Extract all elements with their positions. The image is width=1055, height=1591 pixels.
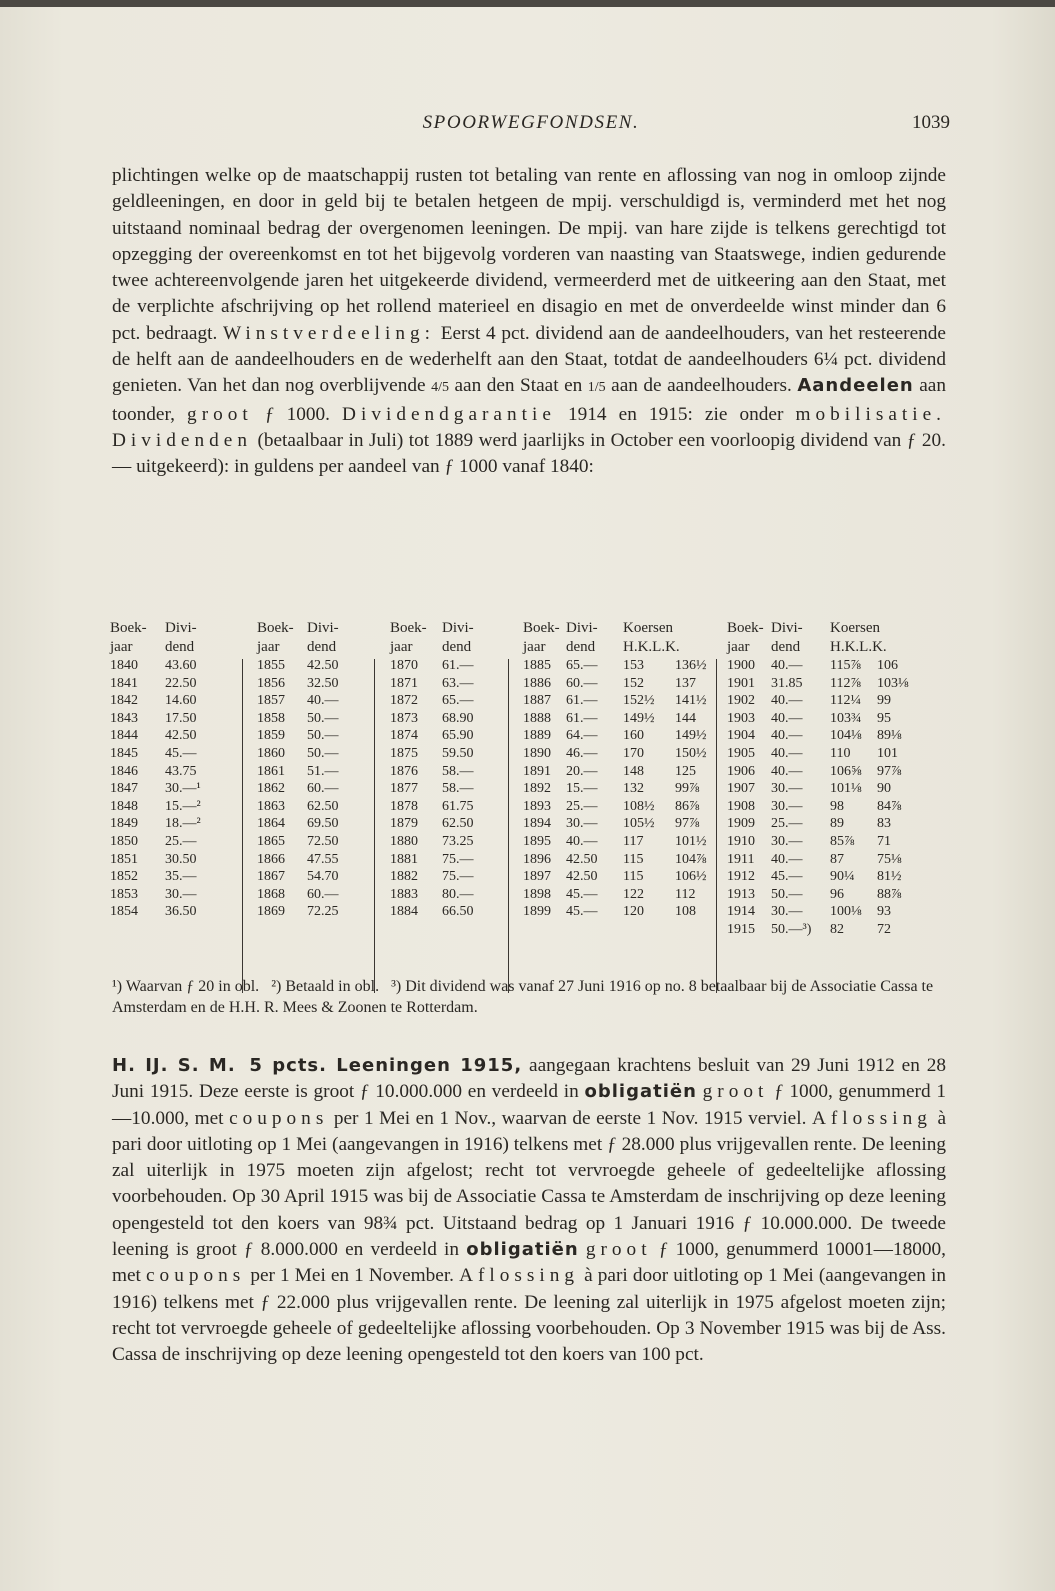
paragraph-intro	[112, 163, 946, 481]
table-cell: 1868	[257, 886, 285, 902]
table-cell: 1850	[110, 833, 138, 849]
table-cell: 98	[830, 798, 844, 814]
table-cell: 112¼	[830, 693, 861, 709]
table-cell: 141½	[675, 693, 707, 709]
table-cell: 40.—	[771, 728, 803, 744]
table-cell: 97⅞	[877, 763, 902, 779]
table-cell: 103⅛	[877, 675, 909, 691]
table-cell: 1865	[257, 833, 285, 849]
table-cell: 46.—	[566, 745, 598, 761]
table-cell: 72	[877, 921, 891, 937]
table-header-cell: Koersen H.K.L.K.	[830, 620, 887, 655]
footnote-3: ³) Dit dividend was vanaf 27 Juni 1916 op no. 8 betaalbaar bij de Associatie Cassa te Amsterdam en de H.H. R. Mees & Zoonen te Rotterdam.	[112, 978, 934, 1016]
table-header-cell: Boek- jaar	[390, 620, 427, 655]
table-cell: 51.—	[307, 763, 339, 779]
text-run: aan den Staat en	[454, 375, 583, 397]
table-cell: 137	[675, 675, 696, 691]
text-run: per 1 Mei en 1 Nov., waarvan de eerste 1 Nov. 1915 verviel.	[333, 1107, 807, 1129]
table-cell: 152½	[623, 693, 655, 709]
table-cell: 1843	[110, 710, 138, 726]
table-cell: 1881	[390, 851, 418, 867]
column-divider	[508, 659, 509, 993]
text-run: ƒ 1000, genummerd 1—10.000, met	[112, 1081, 946, 1129]
text-run: Eerst 4 pct. dividend aan de aandeelhouders, van het resteerende de helft aan de aandeelhouders en de wederhelft aan den Staat, totdat de aandeelhouders 6¼ pct. dividend genieten. Van het dan nog overblijvende	[112, 322, 946, 397]
table-cell: 1908	[727, 798, 755, 814]
table-cell: 149½	[675, 728, 707, 744]
table-cell: 1890	[523, 745, 551, 761]
table-cell: 170	[623, 745, 644, 761]
running-header	[112, 112, 950, 140]
table-cell: 14.60	[165, 693, 197, 709]
table-cell: 1883	[390, 886, 418, 902]
page-number: 1039	[912, 112, 950, 133]
table-cell: 40.—	[771, 745, 803, 761]
table-cell: 132	[623, 781, 644, 797]
table-cell: 115⅞	[830, 658, 861, 673]
table-cell: 1882	[390, 869, 418, 885]
table-cell: 86⅞	[675, 798, 700, 814]
table-cell: 15.—²	[165, 798, 201, 814]
table-cell: 1869	[257, 904, 285, 920]
table-cell: 62.50	[442, 816, 474, 832]
table-cell: 50.—³)	[771, 921, 812, 937]
table-cell: 1902	[727, 693, 755, 709]
text-run: aan de aandeelhouders.	[611, 375, 792, 397]
table-cell: 30.—	[771, 833, 803, 849]
footnote-2: ²) Betaald in obl.	[271, 978, 380, 995]
table-cell: 1851	[110, 851, 138, 867]
table-cell: 1872	[390, 693, 418, 709]
table-cell: 110	[830, 745, 851, 761]
spaced-heading: mobilisatie.	[795, 403, 947, 425]
table-cell: 60.—	[307, 886, 339, 902]
table-cell: 85⅞	[830, 833, 855, 849]
table-cell: 1903	[727, 710, 755, 726]
table-cell: 115	[623, 851, 644, 867]
bold-heading: Aandeelen	[797, 375, 914, 397]
dividend-table	[110, 619, 950, 974]
table-cell: 72.25	[307, 904, 339, 920]
table-cell: 97⅞	[675, 816, 700, 832]
table-cell: 1889	[523, 728, 551, 744]
table-cell: 101½	[675, 833, 707, 849]
table-cell: 1907	[727, 781, 755, 797]
table-cell: 106⅝	[830, 763, 862, 779]
table-cell: 40.—	[771, 763, 803, 779]
table-header-cell: Divi- dend	[442, 620, 474, 655]
table-cell: 1915	[727, 921, 755, 937]
table-cell: 1841	[110, 675, 138, 691]
table-cell: 25.—	[165, 833, 197, 849]
table-cell: 1892	[523, 781, 551, 797]
table-header-cell: Divi- dend	[566, 620, 598, 655]
bold-heading: 5 pcts. Leeningen 1915,	[249, 1055, 523, 1076]
table-cell: 1896	[523, 851, 551, 867]
table-cell: 1911	[727, 851, 755, 867]
table-cell: 1847	[110, 781, 138, 797]
column-divider	[242, 659, 243, 993]
table-cell: 30.—¹	[165, 781, 201, 797]
table-cell: 60.—	[307, 781, 339, 797]
fraction: 1/5	[587, 380, 606, 396]
table-cell: 50.—	[307, 710, 339, 726]
table-cell: 83	[877, 816, 891, 832]
table-cell: 40.—	[566, 833, 598, 849]
table-cell: 61.—	[566, 693, 598, 709]
table-cell: 1852	[110, 869, 138, 885]
spaced-heading: Aflossing	[811, 1107, 932, 1129]
table-cell: 30.50	[165, 851, 197, 867]
table-cell: 104⅛	[830, 728, 862, 744]
table-cell: 153	[623, 658, 644, 673]
table-cell: 148	[623, 763, 644, 779]
table-cell: 68.90	[442, 710, 474, 726]
spaced-heading: Dividenden	[112, 429, 252, 451]
table-cell: 1842	[110, 693, 138, 709]
table-cell: 112	[675, 886, 696, 902]
table-cell: 40.—	[771, 710, 803, 726]
table-cell: 1867	[257, 869, 285, 885]
table-cell: 61.—	[566, 710, 598, 726]
table-cell: 144	[675, 710, 696, 726]
table-cell: 112⅞	[830, 675, 861, 691]
table-cell: 65.—	[566, 658, 598, 673]
table-cell: 1893	[523, 798, 551, 814]
table-cell: 45.—	[165, 745, 197, 761]
table-cell: 87	[830, 851, 844, 867]
fraction: 4/5	[431, 380, 449, 396]
table-cell: 1866	[257, 851, 285, 867]
table-header-cell: Boek- jaar	[257, 620, 294, 655]
table-cell: 61.75	[442, 798, 474, 814]
table-cell: 1848	[110, 798, 138, 814]
table-cell: 1909	[727, 816, 755, 832]
spaced-heading: groot	[702, 1081, 769, 1103]
table-cell: 43.60	[165, 658, 197, 673]
table-cell: 73.25	[442, 833, 474, 849]
table-cell: 31.85	[771, 675, 803, 691]
table-cell: 89	[830, 816, 844, 832]
column-divider	[374, 659, 375, 993]
table-cell: 108	[675, 904, 696, 920]
table-cell: 42.50	[566, 869, 598, 885]
table-cell: 15.—	[566, 781, 598, 797]
table-cell: 1898	[523, 886, 551, 902]
table-cell: 149½	[623, 710, 655, 726]
table-cell: 1905	[727, 745, 755, 761]
footnote-1: ¹) Waarvan ƒ 20 in obl.	[112, 978, 260, 995]
table-cell: 36.50	[165, 904, 197, 920]
table-cell: 1914	[727, 904, 755, 920]
table-cell: 1895	[523, 833, 551, 849]
table-cell: 1910	[727, 833, 755, 849]
bold-heading: obligatiën	[584, 1081, 697, 1103]
table-cell: 1894	[523, 816, 551, 832]
table-header-cell: Divi- dend	[307, 620, 339, 655]
table-cell: 88⅞	[877, 886, 902, 902]
text-run: à pari door uitloting op 1 Mei (aangevangen in 1916) telkens met ƒ 28.000 plus vrijgevallen rente. De leening zal uiterlijk in 1975 moeten zijn afgelost; recht tot vervroegde geheele of gedeeltelijke aflossing voorbehouden. Op 30 April 1915 was bij de Associatie Cassa te Amsterdam de inschrijving op deze leening opengesteld tot den koers van 98¾ pct. Uitstaand bedrag op 1 Januari 1916 ƒ 10.000.000. De tweede leening is groot ƒ 8.000.000 en verdeeld in	[112, 1107, 947, 1261]
table-cell: 1855	[257, 658, 285, 673]
table-cell: 106½	[675, 869, 707, 885]
text-run: aan toonder,	[112, 375, 947, 425]
table-cell: 1862	[257, 781, 285, 797]
table-cell: 1884	[390, 904, 418, 920]
table-cell: 72.50	[307, 833, 339, 849]
table-cell: 40.—	[307, 693, 339, 709]
table-cell: 1844	[110, 728, 138, 744]
table-cell: 1906	[727, 763, 755, 779]
table-cell: 89⅛	[877, 728, 902, 744]
table-cell: 65.—	[442, 693, 474, 709]
table-cell: 35.—	[165, 869, 197, 885]
table-cell: 25.—	[771, 816, 803, 832]
table-cell: 1845	[110, 745, 138, 761]
table-cell: 61.—	[442, 658, 474, 673]
table-cell: 42.50	[566, 851, 598, 867]
table-cell: 80.—	[442, 886, 474, 902]
spaced-heading: Winstverdeeling:	[222, 322, 435, 344]
table-cell: 1859	[257, 728, 285, 744]
table-cell: 40.—	[771, 693, 803, 709]
table-cell: 58.—	[442, 781, 474, 797]
table-cell: 17.50	[165, 710, 197, 726]
table-cell: 82	[830, 921, 844, 937]
paragraph-loans	[112, 1053, 946, 1369]
table-cell: 120	[623, 904, 644, 920]
table-cell: 50.—	[307, 728, 339, 744]
table-cell: 45.—	[566, 886, 598, 902]
table-cell: 1879	[390, 816, 418, 832]
table-cell: 22.50	[165, 675, 197, 691]
table-cell: 62.50	[307, 798, 339, 814]
bold-heading: obligatiën	[466, 1239, 579, 1261]
table-cell: 1886	[523, 675, 551, 691]
table-cell: 104⅞	[675, 851, 707, 867]
table-cell: 93	[877, 904, 891, 920]
table-cell: 1856	[257, 675, 285, 691]
table-cell: 58.—	[442, 763, 474, 779]
table-cell: 50.—	[771, 886, 803, 902]
table-header-cell: Boek- jaar	[727, 620, 764, 655]
table-cell: 1880	[390, 833, 418, 849]
table-cell: 95	[877, 710, 891, 726]
table-cell: 75⅛	[877, 851, 902, 867]
table-cell: 1874	[390, 728, 418, 744]
table-cell: 1899	[523, 904, 551, 920]
table-cell: 1849	[110, 816, 138, 832]
table-cell: 75.—	[442, 851, 474, 867]
table-cell: 30.—	[771, 781, 803, 797]
table-cell: 32.50	[307, 675, 339, 691]
table-cell: 42.50	[307, 658, 339, 673]
table-cell: 1877	[390, 781, 418, 797]
column-divider	[716, 659, 717, 993]
table-cell: 1876	[390, 763, 418, 779]
table-cell: 1853	[110, 886, 138, 902]
table-cell: 1873	[390, 710, 418, 726]
spaced-heading: groot	[585, 1239, 652, 1261]
table-cell: 1857	[257, 693, 285, 709]
table-cell: 45.—	[771, 869, 803, 885]
table-cell: 160	[623, 728, 644, 744]
table-cell: 84⅞	[877, 798, 902, 814]
table-cell: 136½	[675, 658, 707, 673]
table-cell: 1846	[110, 763, 138, 779]
text-run: plichtingen welke op de maatschappij rusten tot betaling van rente en aflossing van nog in omloop zijnde geldleeningen, en door in geld bij te betalen hetgeen de mpij. verschuldigd is, verminderd met het nog uitstaand nominaal bedrag der overgenomen leeningen. De mpij. van hare zijde is telkens gerechtigd tot opzegging der overeenkomst en tot het bijgevolg vorderen van naasting van Staatswege, indien gedurende twee achtereenvolgende jaren het uitgekeerde dividend, vermeerderd met de uitkeering aan den Staat, met de verplichte afschrijving op het rollend materieel en disagio en met de onverdeelde winst minder dan 6 pct. bedraagt.	[112, 165, 946, 344]
table-cell: 90	[877, 781, 891, 797]
table-cell: 1870	[390, 658, 418, 673]
text-run: à pari door uitloting op 1 Mei (aangevangen in 1916) telkens met ƒ 22.000 plus vrijgevallen rente. De leening zal uiterlijk in 1975 afgelost moeten zijn; recht tot vervroegde geheele of gedeeltelijke aflossing voorbehouden. Op 3 November 1915 was bij de Ass. Cassa de inschrijving op deze leening opengesteld tot den koers van 100 pct.	[112, 1265, 946, 1366]
table-cell: 1912	[727, 869, 755, 885]
spaced-heading: coupons	[146, 1265, 246, 1287]
table-cell: 1897	[523, 869, 551, 885]
table-cell: 106	[877, 658, 898, 673]
table-cell: 60.—	[566, 675, 598, 691]
table-cell: 20.—	[566, 763, 598, 779]
table-cell: 71	[877, 833, 891, 849]
table-cell: 1875	[390, 745, 418, 761]
table-cell: 1840	[110, 658, 138, 673]
table-cell: 50.—	[307, 745, 339, 761]
table-header-cell: Boek- jaar	[110, 620, 147, 655]
table-cell: 1891	[523, 763, 551, 779]
table-cell: 115	[623, 869, 644, 885]
text-run: ƒ 1000, genummerd 10001—18000, met	[112, 1239, 946, 1287]
table-cell: 90¼	[830, 869, 855, 885]
text-run: aangegaan krachtens besluit van 29 Juni 1912 en 28 Juni 1915. Deze eerste is groot ƒ 10.000.000 en verdeeld in	[112, 1055, 947, 1103]
table-cell: 152	[623, 675, 644, 691]
text-run: (betaalbaar in Juli) tot 1889 werd jaarlijks in October een voorloopig dividend van ƒ 20.— uitgekeerd): in guldens per aandeel van ƒ 1000 vanaf 1840:	[112, 429, 946, 478]
table-cell: 1913	[727, 886, 755, 902]
table-cell: 1878	[390, 798, 418, 814]
table-cell: 43.75	[165, 763, 197, 779]
table-cell: 40.—	[771, 851, 803, 867]
table-cell: 18.—²	[165, 816, 201, 832]
table-cell: 105½	[623, 816, 655, 832]
table-cell: 59.50	[442, 745, 474, 761]
table-cell: 100⅛	[830, 904, 862, 920]
table-cell: 1888	[523, 710, 551, 726]
table-cell: 30.—	[165, 886, 197, 902]
spaced-heading: groot	[187, 403, 253, 425]
table-cell: 1858	[257, 710, 285, 726]
table-cell: 125	[675, 763, 696, 779]
table-cell: 101	[877, 745, 898, 761]
table-cell: 75.—	[442, 869, 474, 885]
table-cell: 45.—	[566, 904, 598, 920]
table-header-cell: Divi- dend	[165, 620, 197, 655]
table-cell: 1887	[523, 693, 551, 709]
table-cell: 40.—	[771, 658, 803, 673]
table-cell: 150½	[675, 745, 707, 761]
table-cell: 96	[830, 886, 844, 902]
table-cell: 64.—	[566, 728, 598, 744]
table-cell: 30.—	[771, 798, 803, 814]
table-cell: 47.55	[307, 851, 339, 867]
spaced-heading: Aflossing	[459, 1265, 580, 1287]
table-cell: 69.50	[307, 816, 339, 832]
footnotes	[112, 977, 946, 1018]
table-cell: 108½	[623, 798, 655, 814]
table-cell: 54.70	[307, 869, 339, 885]
table-cell: 66.50	[442, 904, 474, 920]
table-cell: 1901	[727, 675, 755, 691]
table-cell: 1885	[523, 658, 551, 673]
table-cell: 65.90	[442, 728, 474, 744]
table-cell: 1864	[257, 816, 285, 832]
table-cell: 1863	[257, 798, 285, 814]
table-cell: 99	[877, 693, 891, 709]
table-cell: 30.—	[771, 904, 803, 920]
text-run: ƒ 1000.	[264, 403, 330, 425]
table-header-cell: Koersen H.K.L.K.	[623, 620, 680, 655]
text-run: per 1 Mei en 1 November.	[250, 1265, 454, 1287]
table-cell: 1860	[257, 745, 285, 761]
table-cell: 81½	[877, 869, 902, 885]
table-header-cell: Divi- dend	[771, 620, 803, 655]
top-border	[0, 0, 1055, 7]
table-cell: 25.—	[566, 798, 598, 814]
bold-heading: H. IJ. S. M.	[112, 1055, 236, 1076]
table-cell: 30.—	[566, 816, 598, 832]
table-cell: 1854	[110, 904, 138, 920]
header-title: SPOORWEGFONDSEN.	[422, 112, 640, 133]
table-cell: 1904	[727, 728, 755, 744]
table-cell: 1900	[727, 658, 755, 673]
spaced-heading: Dividendgarantie	[342, 403, 556, 425]
table-cell: 42.50	[165, 728, 197, 744]
table-cell: 101⅛	[830, 781, 862, 797]
table-cell: 1871	[390, 675, 418, 691]
text-run: 1914 en 1915: zie onder	[568, 403, 784, 425]
table-cell: 122	[623, 886, 644, 902]
table-cell: 63.—	[442, 675, 474, 691]
table-cell: 103¾	[830, 710, 862, 726]
table-cell: 1861	[257, 763, 285, 779]
table-cell: 99⅞	[675, 781, 700, 797]
table-cell: 117	[623, 833, 644, 849]
table-header-cell: Boek- jaar	[523, 620, 560, 655]
spaced-heading: coupons	[229, 1107, 329, 1129]
